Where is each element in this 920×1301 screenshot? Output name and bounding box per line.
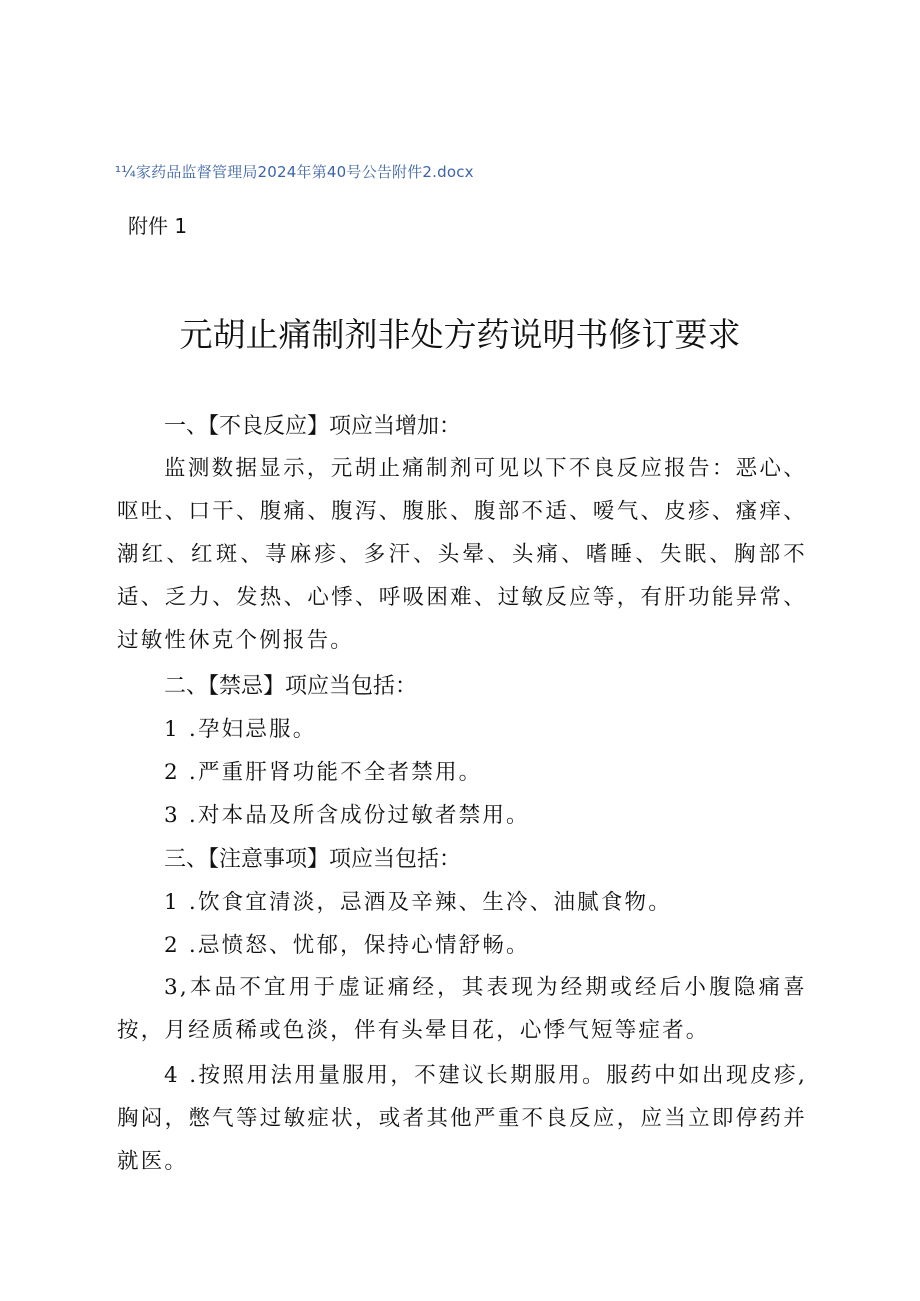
contraindication-item: 2 .严重肝肾功能不全者禁用。 xyxy=(164,760,483,785)
attachment-label: 附件 1 xyxy=(128,214,188,238)
precaution-item: 2 .忌愤怒、忧郁，保持心情舒畅。 xyxy=(164,933,530,958)
file-link[interactable]: ¹¼家药品监督管理局2024年第40号公告附件2.docx xyxy=(115,163,474,181)
precaution-item: 1 .饮食宜清淡，忌酒及辛辣、生冷、油腻食物。 xyxy=(164,890,672,915)
section-heading-contraindications: 二、【禁忌】项应当包括： xyxy=(164,674,418,699)
adverse-reactions-paragraph: 监测数据显示，元胡止痛制剂可见以下不良反应报告：恶心、呕吐、口干、腹痛、腹泻、腹胀、腹部不适、嗳气、皮疹、瘙痒、潮红、红斑、荨麻疹、多汗、头晕、头痛、嗜睡、失眠、胸部不适、乏力、发热、心悸、呼吸困难、过敏反应等，有肝功能异常、过敏性休克个例报告。 xyxy=(117,456,807,653)
document-title: 元胡止痛制剂非处方药说明书修订要求 xyxy=(179,315,741,354)
section-heading-adverse-reactions: 一、【不良反应】项应当增加： xyxy=(164,414,462,439)
precaution-paragraph: 3,本品不宜用于虚证痛经，其表现为经期或经后小腹隐痛喜按，月经质稀或色淡，伴有头晕目花，心悸气短等症者。 xyxy=(117,975,807,1043)
precaution-paragraph: 4 .按照用法用量服用，不建议长期服用。服药中如出现皮疹,胸闷，憋气等过敏症状，或者其他严重不良反应，应当立即停药并就医。 xyxy=(117,1063,807,1174)
contraindication-item: 1 .孕妇忌服。 xyxy=(164,717,317,742)
section-heading-precautions: 三、【注意事项】项应当包括： xyxy=(164,847,462,872)
contraindication-item: 3 .对本品及所含成份过敏者禁用。 xyxy=(164,803,530,828)
